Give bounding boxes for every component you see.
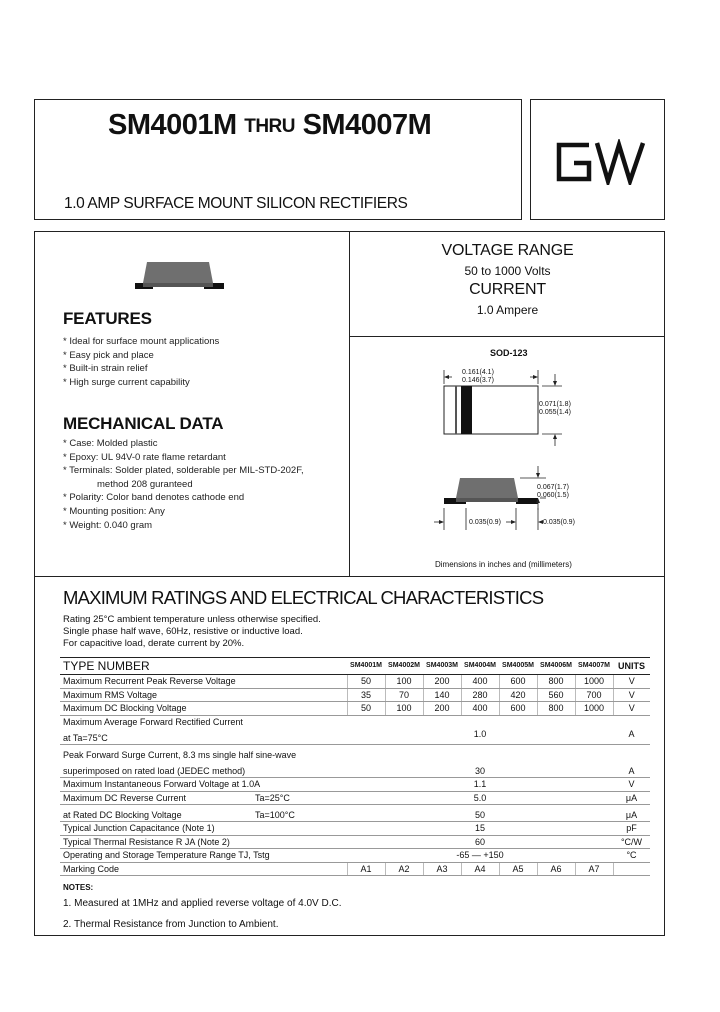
param-cell: Maximum DC Blocking Voltage <box>60 702 347 716</box>
common-value-cell: 15 <box>347 822 613 836</box>
table-row <box>60 849 650 863</box>
value-cell: 1000 <box>575 675 613 689</box>
unit-cell: V <box>613 688 650 702</box>
value-cell: 35 <box>347 688 385 702</box>
table-header-row <box>60 658 650 675</box>
table-row <box>60 862 650 876</box>
common-value-cell: 60 <box>347 835 613 849</box>
list-item: * Easy pick and place <box>63 349 154 361</box>
dimensions-caption: Dimensions in inches and (millimeters) <box>435 560 572 569</box>
page-title <box>108 109 431 142</box>
param-cell: at Ta=75°C <box>60 728 347 745</box>
param-cell: at Rated DC Blocking Voltage Ta=100°C <box>60 805 347 822</box>
list-item: method 208 guranteed <box>97 478 193 490</box>
value-cell: 800 <box>537 702 575 716</box>
list-item: * Mounting position: Any <box>63 505 165 517</box>
unit-cell: A <box>613 728 650 745</box>
title-part2: SM4007M <box>302 109 432 141</box>
mechanical-list <box>63 437 304 532</box>
value-cell: 1000 <box>575 702 613 716</box>
param-cell: Typical Junction Capacitance (Note 1) <box>60 822 347 836</box>
current-label: CURRENT <box>469 281 546 298</box>
value-cell: 70 <box>385 688 423 702</box>
table-row <box>60 702 650 716</box>
value-cell: 420 <box>499 688 537 702</box>
common-value-cell: 5.0 <box>347 791 613 805</box>
features-heading: FEATURES <box>63 309 152 328</box>
voltage-range-value: 50 to 1000 Volts <box>464 264 551 278</box>
header-cell: SM4001M <box>347 658 385 675</box>
param-cell: Maximum Instantaneous Forward Voltage at 1.0A <box>60 778 347 792</box>
features-list <box>63 335 219 389</box>
value-cell: 50 <box>347 675 385 689</box>
value-cell: 200 <box>423 702 461 716</box>
table-row <box>60 835 650 849</box>
dim-height-2: 0.060(1.5) <box>537 492 569 499</box>
param-cell: Maximum RMS Voltage <box>60 688 347 702</box>
header-cell: SM4006M <box>537 658 575 675</box>
value-cell: 100 <box>385 702 423 716</box>
table-row <box>60 791 650 805</box>
common-value-cell: 1.0 <box>347 728 613 745</box>
list-item: * High surge current capability <box>63 376 190 388</box>
package-thumbnail <box>133 262 228 292</box>
value-cell: A2 <box>385 862 423 876</box>
header-cell: UNITS <box>613 658 650 675</box>
param-cell: Typical Thermal Resistance R JA (Note 2) <box>60 835 347 849</box>
current-value: 1.0 Ampere <box>476 303 539 317</box>
list-item: * Built-in strain relief <box>63 363 148 375</box>
dim-length-2: 0.146(3.7) <box>462 377 494 384</box>
list-item: * Case: Molded plastic <box>63 438 158 449</box>
unit-cell: °C/W <box>613 835 650 849</box>
table-row <box>60 728 650 745</box>
range-block <box>350 242 665 317</box>
value-cell: 600 <box>499 702 537 716</box>
unit-cell: μA <box>613 805 650 822</box>
condition-line: Rating 25°C ambient temperature unless otherwise specified. <box>63 614 321 625</box>
unit-cell: V <box>613 702 650 716</box>
value-cell: 800 <box>537 675 575 689</box>
package-outline-drawing <box>430 366 590 556</box>
ratings-heading: MAXIMUM RATINGS AND ELECTRICAL CHARACTERISTICS <box>63 587 544 608</box>
list-item: * Weight: 0.040 gram <box>63 519 153 531</box>
unit-cell: °C <box>613 849 650 863</box>
common-value-cell: 50 <box>347 805 613 822</box>
dim-lead-right: 0.035(0.9) <box>543 519 575 526</box>
param-cell: Marking Code <box>60 862 347 876</box>
header-cell: SM4003M <box>423 658 461 675</box>
unit-cell: V <box>613 778 650 792</box>
mechanical-heading: MECHANICAL DATA <box>63 414 224 433</box>
unit-cell: V <box>613 675 650 689</box>
common-value-cell: -65 — +150 <box>347 849 613 863</box>
header-cell: SM4005M <box>499 658 537 675</box>
header-cell: SM4002M <box>385 658 423 675</box>
value-cell: A6 <box>537 862 575 876</box>
range-divider <box>349 336 665 337</box>
dim-width-2: 0.055(1.4) <box>539 409 571 416</box>
note-1: 1. Measured at 1MHz and applied reverse voltage of 4.0V D.C. <box>63 898 342 909</box>
note-2: 2. Thermal Resistance from Junction to Ambient. <box>63 919 279 930</box>
param-cell: Maximum DC Reverse Current Ta=25°C <box>60 791 347 805</box>
value-cell: A5 <box>499 862 537 876</box>
value-cell: 200 <box>423 675 461 689</box>
condition-line: Single phase half wave, 60Hz, resistive or inductive load. <box>63 626 303 637</box>
param-cell: Operating and Storage Temperature Range TJ, Tstg <box>60 849 347 863</box>
value-cell: 400 <box>461 675 499 689</box>
table-row <box>60 822 650 836</box>
dim-lead-left: 0.035(0.9) <box>469 519 501 526</box>
param-cell: superimposed on rated load (JEDEC method) <box>60 761 347 778</box>
param-cell: Maximum Recurrent Peak Reverse Voltage <box>60 675 347 689</box>
param-cell: Peak Forward Surge Current, 8.3 ms single half sine-wave <box>63 749 297 760</box>
ratings-table <box>60 657 650 876</box>
value-cell: A4 <box>461 862 499 876</box>
value-cell: 280 <box>461 688 499 702</box>
value-cell: A3 <box>423 862 461 876</box>
page-subtitle: 1.0 AMP SURFACE MOUNT SILICON RECTIFIERS <box>64 195 408 212</box>
ratings-conditions <box>63 614 321 650</box>
table-row <box>60 761 650 778</box>
table-row <box>60 778 650 792</box>
value-cell: 50 <box>347 702 385 716</box>
notes-heading: NOTES: <box>63 883 94 892</box>
value-cell: A1 <box>347 862 385 876</box>
unit-cell: A <box>613 761 650 778</box>
list-item: * Terminals: Solder plated, solderable per MIL-STD-202F, <box>63 465 304 477</box>
value-cell: 560 <box>537 688 575 702</box>
list-item: * Ideal for surface mount applications <box>63 336 220 347</box>
dim-length-1: 0.161(4.1) <box>462 369 494 376</box>
table-row <box>60 745 650 762</box>
title-part1: SM4001M <box>108 109 237 141</box>
param-cell: Maximum Average Forward Rectified Current <box>63 716 243 727</box>
value-cell: A7 <box>575 862 613 876</box>
unit-cell <box>613 862 650 876</box>
common-value-cell: 30 <box>347 761 613 778</box>
voltage-range-label: VOLTAGE RANGE <box>441 242 574 259</box>
dim-width-1: 0.071(1.8) <box>539 401 571 408</box>
unit-cell: μA <box>613 791 650 805</box>
title-thru: THRU <box>244 116 296 137</box>
package-name: SOD-123 <box>490 348 528 358</box>
ratings-divider <box>34 576 665 577</box>
table-row <box>60 675 650 689</box>
list-item: * Polarity: Color band denotes cathode end <box>63 492 245 504</box>
header-cell: TYPE NUMBER <box>60 658 347 675</box>
table-row <box>60 688 650 702</box>
common-value-cell: 1.1 <box>347 778 613 792</box>
unit-cell: pF <box>613 822 650 836</box>
header-cell: SM4007M <box>575 658 613 675</box>
value-cell: 600 <box>499 675 537 689</box>
dim-height-1: 0.067(1.7) <box>537 484 569 491</box>
table-row <box>60 715 650 728</box>
value-cell: 140 <box>423 688 461 702</box>
value-cell: 100 <box>385 675 423 689</box>
list-item: * Epoxy: UL 94V-0 rate flame retardant <box>63 451 226 463</box>
value-cell: 400 <box>461 702 499 716</box>
table-row <box>60 805 650 822</box>
condition-line: For capacitive load, derate current by 20%. <box>63 638 245 649</box>
value-cell: 700 <box>575 688 613 702</box>
logo-text: GW <box>555 139 557 140</box>
header-cell: SM4004M <box>461 658 499 675</box>
gw-logo <box>555 139 647 185</box>
